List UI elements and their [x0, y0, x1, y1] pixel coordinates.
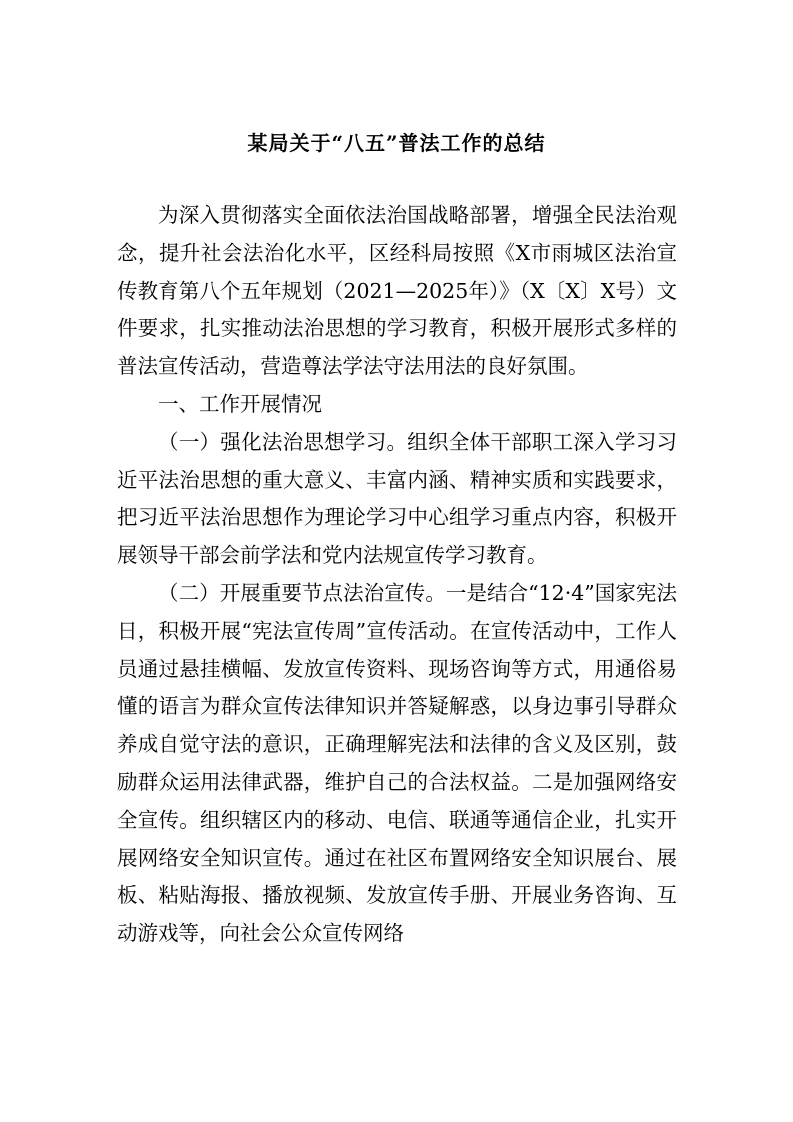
paragraph-intro: 为深入贯彻落实全面依法治国战略部署，增强全民法治观念，提升社会法治化水平，区经科局按照《X市雨城区法治宣传教育第八个五年规划（2021—2025年）》（X〔X〕X号）文件要求，扎实推动法治思想的学习教育，积极开展形式多样的普法宣传活动，营造尊法学法守法用法的良好氛围。	[117, 203, 677, 379]
paragraph-study: （一）强化法治思想学习。组织全体干部职工深入学习习近平法治思想的重大意义、丰富内涵、精神实质和实践要求，把习近平法治思想作为理论学习中心组学习重点内容，积极开展领导干部会前学法和党内法规宣传学习教育。	[117, 429, 677, 568]
document-body	[117, 197, 677, 953]
paragraph-publicity: （二）开展重要节点法治宣传。一是结合“12·4”国家宪法日，积极开展“宪法宣传周”宣传活动。在宣传活动中，工作人员通过悬挂横幅、发放宣传资料、现场咨询等方式，用通俗易懂的语言为群众宣传法律知识并答疑解惑，以身边事引导群众养成自觉守法的意识，正确理解宪法和法律的含义及区别，鼓励群众运用法律武器，维护自己的合法权益。二是加强网络安全宣传。组织辖区内的移动、电信、联通等通信企业，扎实开展网络安全知识宣传。通过在社区布置网络安全知识展台、展板、粘贴海报、播放视频、发放宣传手册、开展业务咨询、互动游戏等，向社会公众宣传网络	[117, 580, 677, 946]
document-title: 某局关于“八五”普法工作的总结	[247, 131, 546, 155]
section-heading: 一、工作开展情况	[158, 391, 322, 416]
